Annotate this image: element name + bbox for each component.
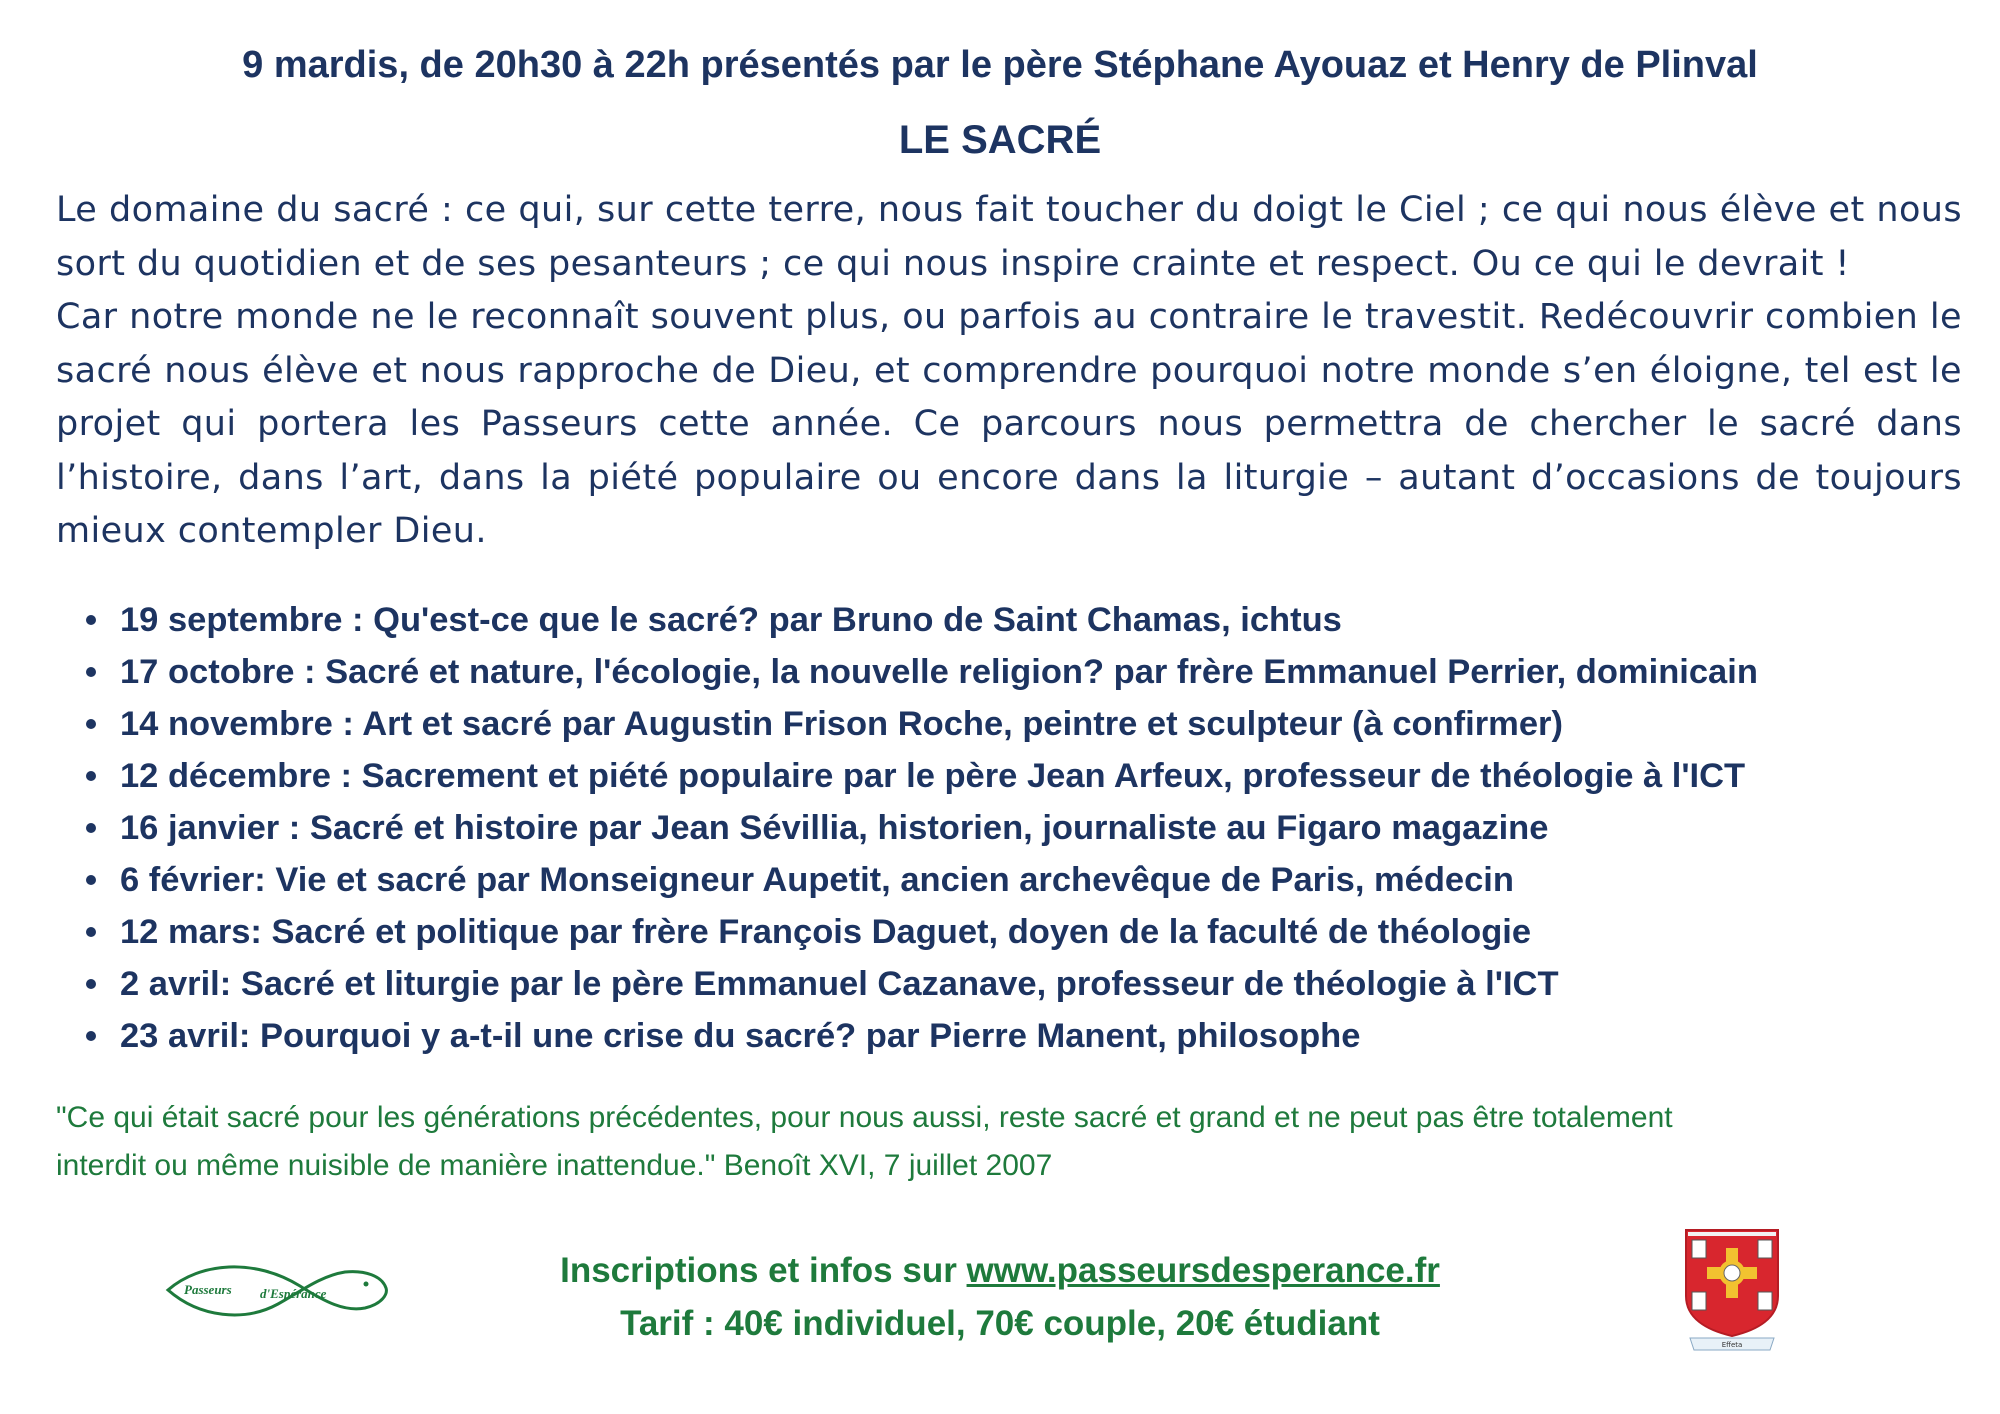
- session-item: 17 octobre : Sacré et nature, l'écologie, la nouvelle religion? par frère Emmanuel Perrier, dominicain: [56, 646, 1956, 698]
- bullet-icon: [86, 667, 96, 677]
- session-item: 14 novembre : Art et sacré par Augustin Frison Roche, peintre et sculpteur (à confirmer): [56, 698, 1956, 750]
- session-item: 6 février: Vie et sacré par Monseigneur Aupetit, ancien archevêque de Paris, médecin: [56, 854, 1956, 906]
- session-item: 2 avril: Sacré et liturgie par le père Emmanuel Cazanave, professeur de théologie à l'ICT: [56, 958, 1956, 1010]
- page-title: LE SACRÉ: [898, 118, 1102, 162]
- crest-icon: [1682, 1226, 1782, 1354]
- bullet-icon: [86, 927, 96, 937]
- intro-paragraph-1: Le domaine du sacré : ce qui, sur cette terre, nous fait toucher du doigt le Ciel ; ce qui nous élève et nous sort du quotidien et de ses pesanteurs ; ce qui nous inspire crainte et respect. Ou ce qui le devrait !: [56, 190, 1962, 284]
- info-label: Inscriptions et infos sur: [560, 1251, 967, 1290]
- session-item: 19 septembre : Qu'est-ce que le sacré? par Bruno de Saint Chamas, ichtus: [56, 594, 1956, 646]
- bullet-icon: [86, 979, 96, 989]
- session-item: 12 mars: Sacré et politique par frère François Daguet, doyen de la faculté de théologie: [56, 906, 1956, 958]
- session-list: [56, 594, 1956, 1062]
- quote-line-1: "Ce qui était sacré pour les générations précédentes, pour nous aussi, reste sacré et grand et ne peut pas être totalement: [56, 1101, 1673, 1134]
- quote-line-2: interdit ou même nuisible de manière inattendue." Benoît XVI, 7 juillet 2007: [56, 1149, 1053, 1182]
- logo-word-2: d'Espérance: [260, 1286, 327, 1301]
- session-item: 23 avril: Pourquoi y a-t-il une crise du sacré? par Pierre Manent, philosophe: [56, 1010, 1956, 1062]
- crest-motto: Effeta: [1721, 1341, 1743, 1349]
- intro-paragraph-2: Car notre monde ne le reconnaît souvent plus, ou parfois au contraire le travestit. Redécouvrir combien le sacré nous élève et nous rapproche de Dieu, et comprendre pourquoi notre monde s’en éloigne, tel est le projet qui portera les Passeurs cette année. Ce parcours nous permettra de chercher le sacré dans l’histoire, dans l’art, dans la piété populaire ou encore dans la liturgie – autant d’occasions de toujours mieux contempler Dieu.: [56, 297, 1962, 551]
- pricing-line: Tarif : 40€ individuel, 70€ couple, 20€ étudiant: [620, 1304, 1380, 1343]
- bullet-icon: [86, 615, 96, 625]
- bullet-icon: [86, 719, 96, 729]
- quote-benoit-xvi: [56, 1094, 1956, 1190]
- logo-word-1: Passeurs: [184, 1282, 232, 1297]
- bullet-icon: [86, 823, 96, 833]
- session-item: 12 décembre : Sacrement et piété populaire par le père Jean Arfeux, professeur de théologie à l'ICT: [56, 750, 1956, 802]
- bullet-icon: [86, 771, 96, 781]
- event-schedule-line: 9 mardis, de 20h30 à 22h présentés par le père Stéphane Ayouaz et Henry de Plinval: [242, 44, 1758, 86]
- session-item: 16 janvier : Sacré et histoire par Jean Sévillia, historien, journaliste au Figaro magazine: [56, 802, 1956, 854]
- bullet-icon: [86, 875, 96, 885]
- website-link[interactable]: www.passeursdesperance.fr: [966, 1251, 1440, 1290]
- bullet-icon: [86, 1031, 96, 1041]
- intro-text: [56, 184, 1962, 559]
